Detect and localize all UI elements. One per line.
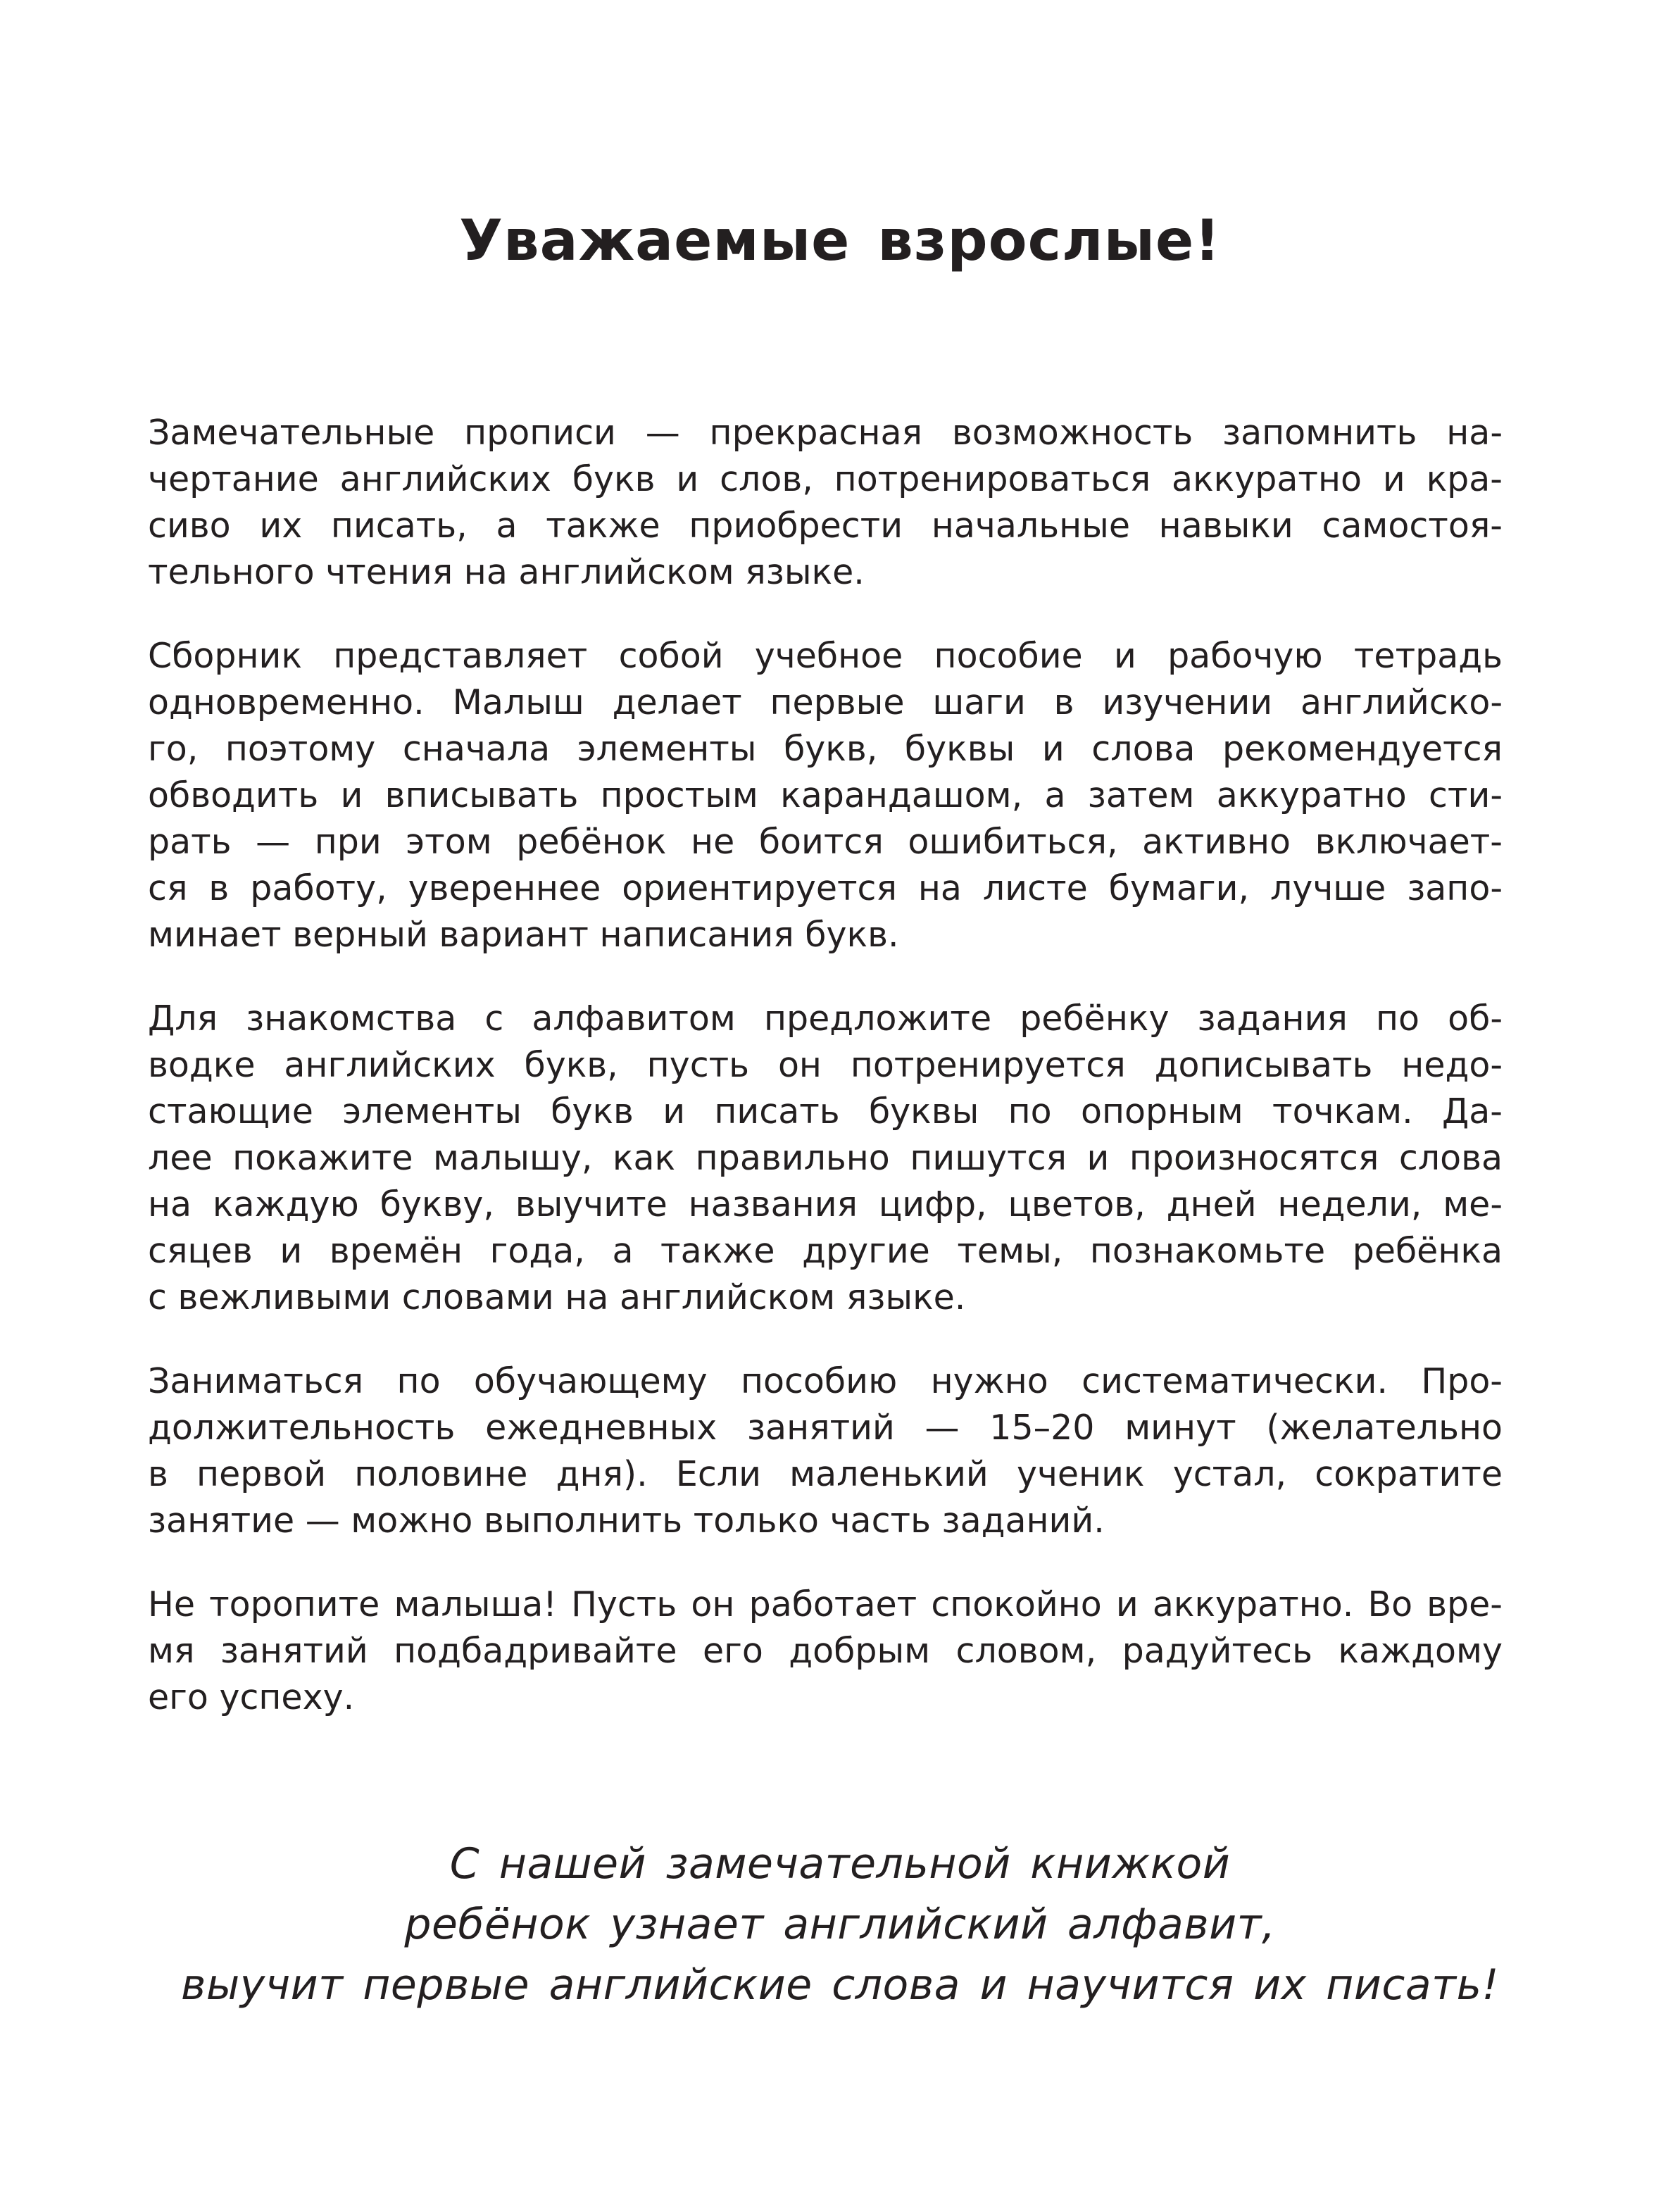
text-line: с вежливыми словами на английском языке. [148, 1277, 966, 1317]
text-line: должительность ежедневных занятий — 15–20 минут (желательно [148, 1408, 1503, 1448]
text-line: одновременно. Малыш делает первые шаги в изучении английско- [148, 682, 1503, 722]
text-line: сиво их писать, а также приобрести начальные навыки самостоя- [148, 506, 1503, 546]
text-line: ся в работу, увереннее ориентируется на листе бумаги, лучше запо- [148, 868, 1503, 908]
paragraph-4 [148, 1358, 1503, 1544]
closing-line: С нашей замечательной книжкой [449, 1839, 1231, 1889]
text-line: водке английских букв, пусть он потренируется дописывать недо- [148, 1045, 1503, 1085]
text-line: его успеху. [148, 1677, 355, 1717]
paragraph-1 [148, 410, 1503, 596]
text-line: Для знакомства с алфавитом предложите ребёнку задания по об- [148, 998, 1503, 1039]
text-line: чертание английских букв и слов, потренироваться аккуратно и кра- [148, 459, 1503, 499]
closing-line: выучит первые английские слова и научится их писать! [180, 1960, 1499, 2010]
text-line: в первой половине дня). Если маленький ученик устал, сократите [148, 1454, 1503, 1494]
text-line: лее покажите малышу, как правильно пишутся и произносятся слова [148, 1138, 1503, 1178]
page-title: Уважаемые взрослые! [459, 208, 1221, 273]
text-line: рать — при этом ребёнок не боится ошибиться, активно включает- [148, 822, 1503, 862]
body-text [148, 410, 1503, 1758]
paragraph-3 [148, 996, 1503, 1321]
text-line: обводить и вписывать простым карандашом, а затем аккуратно сти- [148, 775, 1503, 815]
text-line: сяцев и времён года, а также другие темы, познакомьте ребёнка [148, 1231, 1503, 1271]
text-line: Замечательные прописи — прекрасная возможность запомнить на- [148, 413, 1503, 453]
text-line: минает верный вариант написания букв. [148, 915, 899, 955]
text-line: мя занятий подбадривайте его добрым словом, радуйтесь каждому [148, 1631, 1503, 1671]
paragraph-2 [148, 633, 1503, 958]
text-line: на каждую букву, выучите названия цифр, цветов, дней недели, ме- [148, 1184, 1503, 1225]
text-line: Заниматься по обучающему пособию нужно систематически. Про- [148, 1361, 1503, 1401]
text-line: занятие — можно выполнить только часть заданий. [148, 1501, 1105, 1541]
paragraph-5 [148, 1582, 1503, 1721]
text-line: Не торопите малыша! Пусть он работает спокойно и аккуратно. Во вре- [148, 1584, 1503, 1624]
text-line: стающие элементы букв и писать буквы по опорным точкам. Да- [148, 1091, 1503, 1132]
text-line: тельного чтения на английском языке. [148, 552, 865, 592]
closing-line: ребёнок узнает английский алфавит, [404, 1900, 1276, 1949]
closing-message [0, 1834, 1680, 2015]
text-line: Сборник представляет собой учебное пособие и рабочую тетрадь [148, 636, 1503, 676]
text-line: го, поэтому сначала элементы букв, буквы и слова рекомендуется [148, 729, 1503, 769]
